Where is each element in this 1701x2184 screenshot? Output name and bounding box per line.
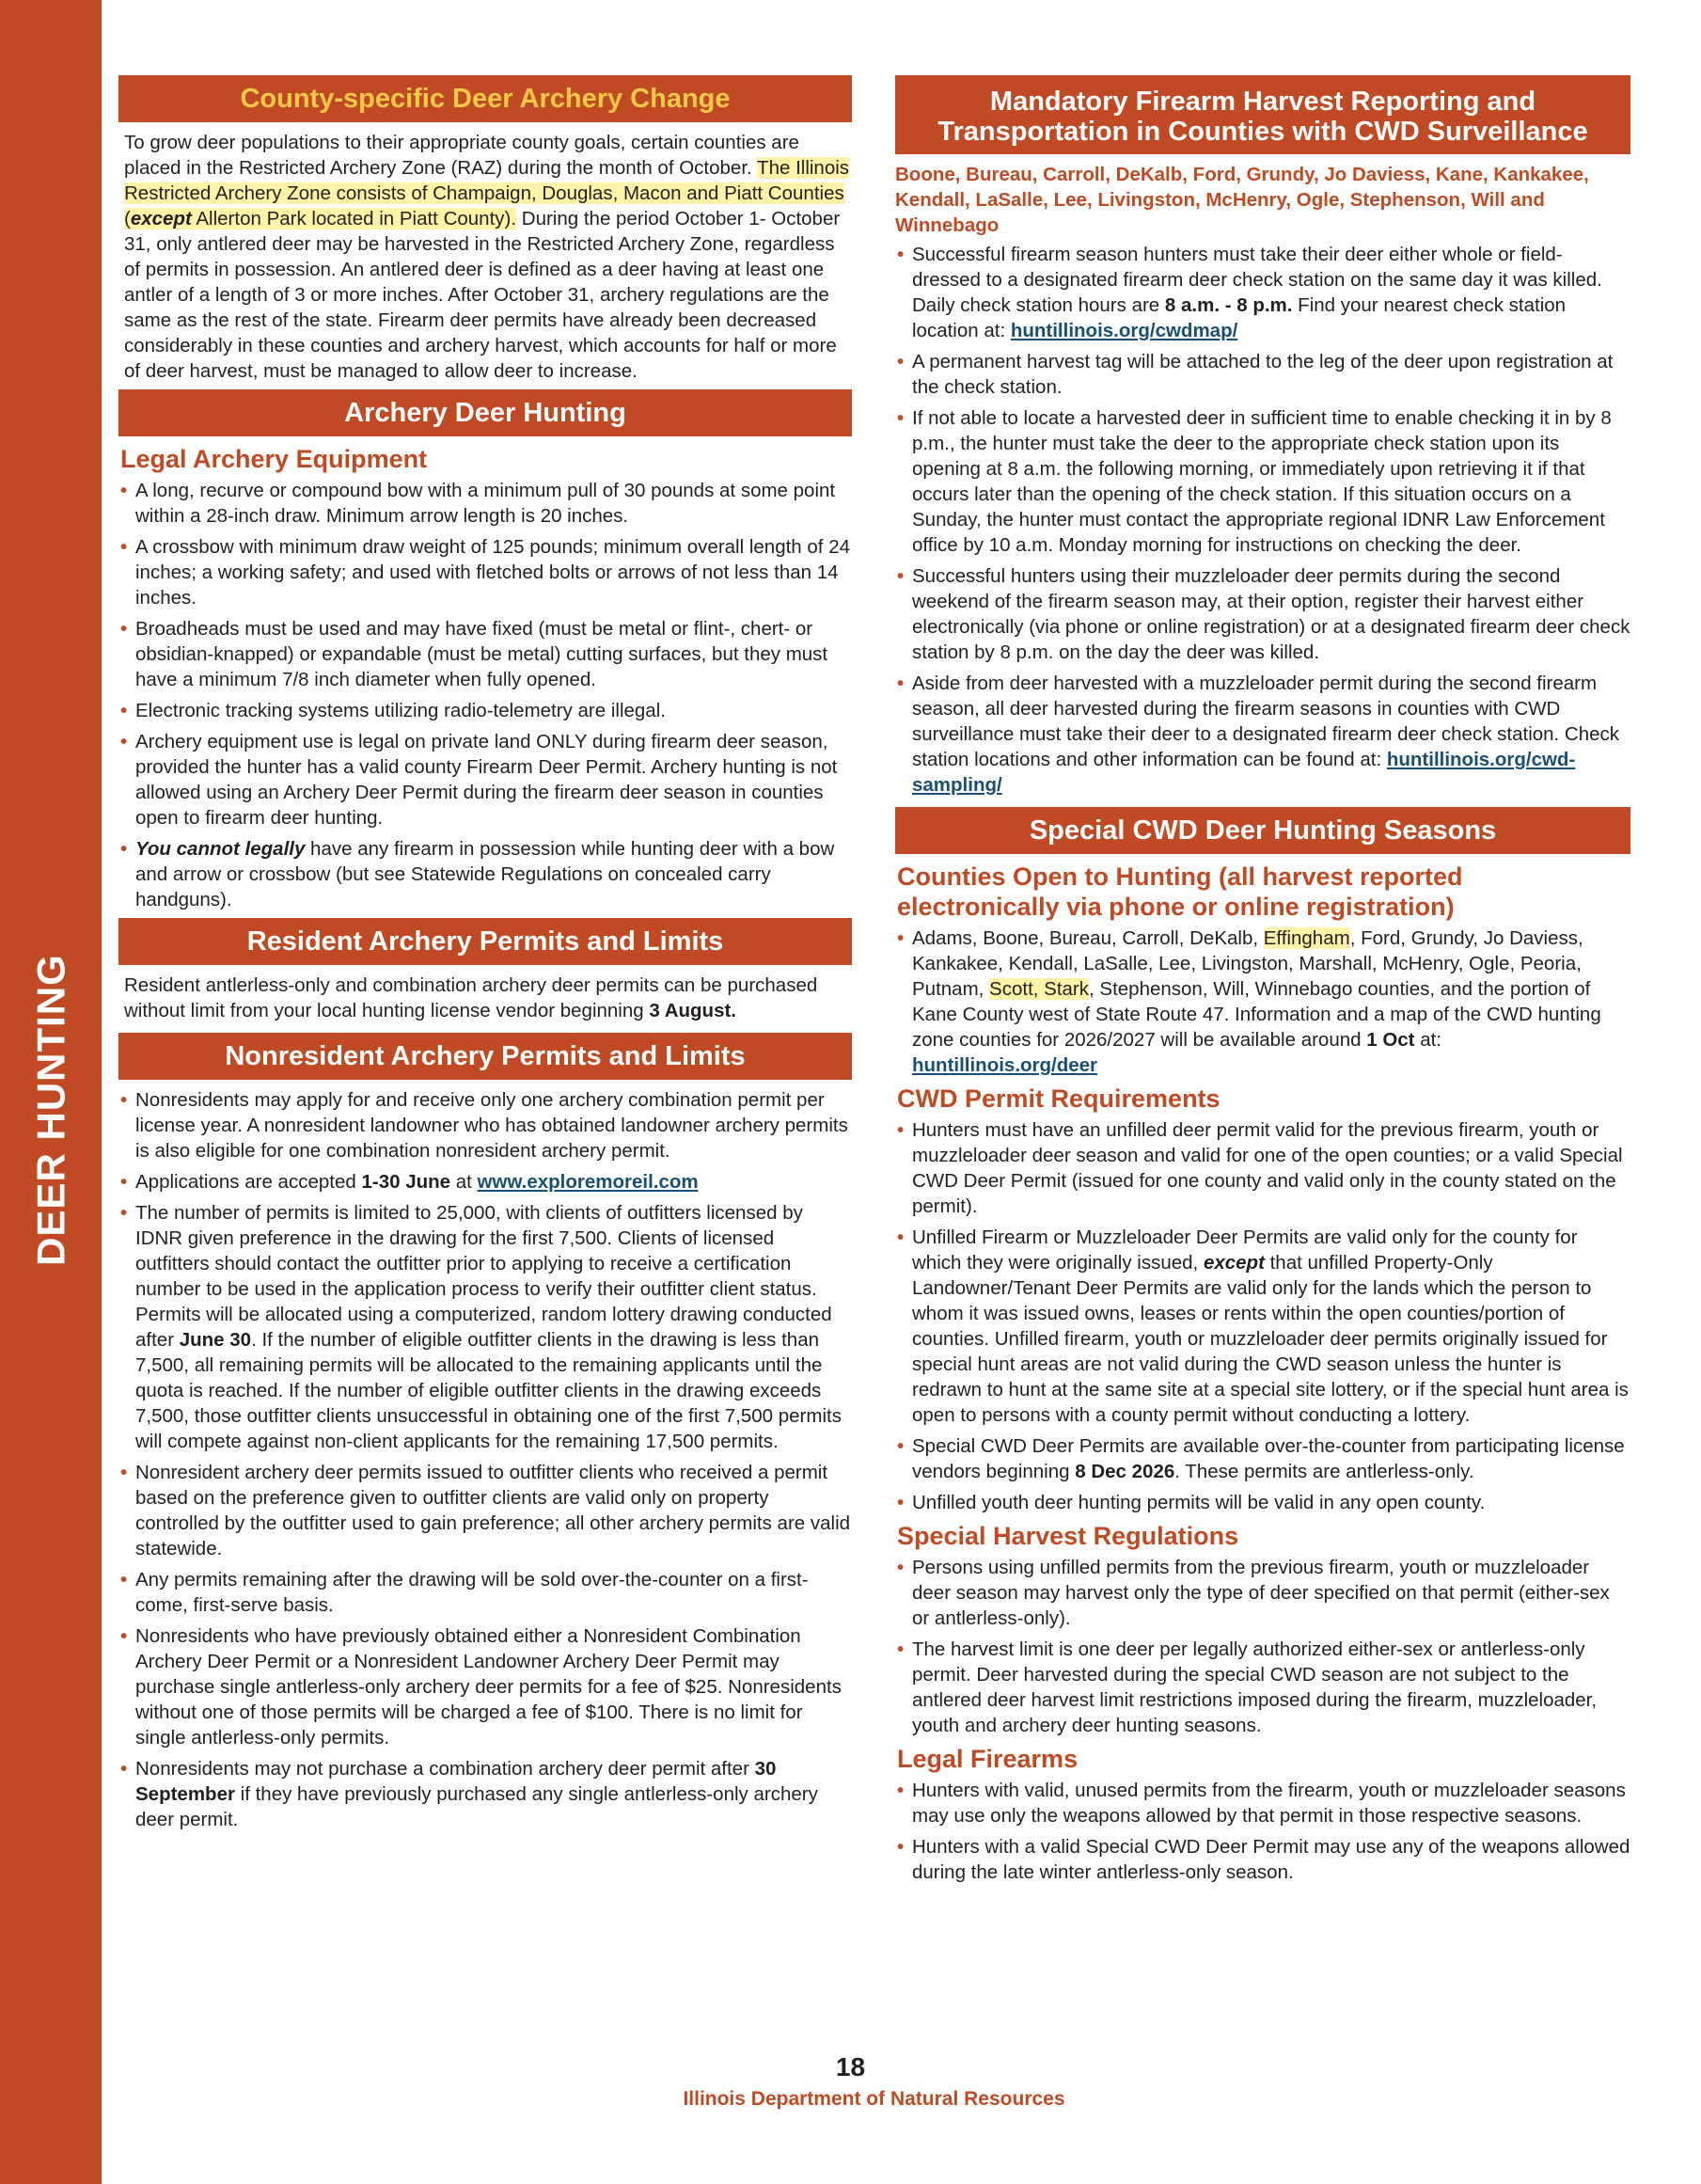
text: To grow deer populations to their appropriate county goals, certain counties are placed in the Restricted Archery Zone (RAZ) during the month of October. — [124, 132, 799, 179]
page-number: 18 — [835, 2052, 866, 2081]
archery-hunting-title: Archery Deer Hunting — [118, 389, 852, 436]
list-item — [118, 1756, 852, 1832]
except-text: except — [1203, 1252, 1265, 1274]
text: have any firearm in possession while hunting deer with a bow and arrow or crossbow (but see Statewide Regulations on concealed carry handguns). — [135, 838, 835, 910]
list-item: • A permanent harvest tag will be attached to the leg of the deer upon registration at the check station. — [895, 349, 1630, 400]
county-change-paragraph — [124, 130, 852, 384]
list-item: • A long, recurve or compound bow with a minimum pull of 30 pounds at some point within a 28-inch draw. Minimum arrow length is 20 inches. — [118, 478, 852, 529]
text: Unfilled Firearm or Muzzleloader Deer Permits are valid only for the county for which they were originally issued, — [912, 1227, 1578, 1274]
side-tab-label: DEER HUNTING — [28, 954, 73, 1266]
text: that unfilled Property-Only Landowner/Tenant Deer Permits are valid only for the lands which the person to whom it was issued owns, leases or rents within the open counties/portion of counties. Unfilled firearm, youth or muzzleloader deer permits originally issued for special hunt areas are not valid during the CWD season unless the hunter is redrawn to hunt at the same site at a special site lottery, or if the special hunt area is open to persons with a county permit without conducting a lottery. — [912, 1252, 1629, 1426]
harvest-regulations-heading: Special Harvest Regulations — [897, 1522, 1239, 1550]
list-item: • Any permits remaining after the drawing will be sold over-the-counter on a first-come, first-serve basis. — [118, 1567, 852, 1618]
list-item: • Nonresidents who have previously obtained either a Nonresident Combination Archery Deer Permit or a Nonresident Landowner Archery Deer Permit may purchase single antlerless-only archery deer permits for a fee of $25. Nonresidents without one of those permits will be charged a fee of $100. There is no limit for single antlerless-only permits. — [118, 1623, 852, 1750]
cwd-permit-heading: CWD Permit Requirements — [897, 1084, 1221, 1113]
effingham-highlight: Effingham — [1263, 927, 1350, 949]
text: Resident antlerless-only and combination archery deer permits can be purchased without limit from your local hunting license vendor beginning — [124, 974, 818, 1021]
scott-stark-highlight: Scott, Stark — [989, 978, 1090, 1000]
text: Special CWD Deer Permits are available over-the-counter from participating license vendors beginning — [912, 1435, 1625, 1482]
counties-open-heading: Counties Open to Hunting (all harvest reported electronically via phone or online registration) — [897, 863, 1463, 921]
resident-paragraph — [124, 973, 852, 1023]
text: . These permits are antlerless-only. — [1174, 1461, 1474, 1482]
list-item: • The harvest limit is one deer per legally authorized either-sex or antlerless-only permit. Deer harvested during the special CWD season are not subject to the antlered deer harvest limit restrictions imposed during the firearm, muzzleloader, youth and archery deer hunting seasons. — [895, 1637, 1630, 1738]
firearms-list — [895, 1778, 1630, 1885]
text: Find your nearest check station location at: — [912, 294, 1567, 341]
bold-text: 8 Dec 2026 — [1075, 1461, 1175, 1482]
left-column — [118, 75, 852, 1838]
text: The number of permits is limited to 25,000, with clients of outfitters licensed by IDNR given preference in the drawing for the first 7,500. Clients of licensed outfitters should contact the outfitter prior to applying to receive a certification number to be used in the application process to verify their outfitter client status. Permits will be allocated using a computerized, random lottery drawing conducted after — [135, 1202, 832, 1351]
list-item — [895, 1225, 1630, 1428]
exploremoreil-link[interactable]: www.exploremoreil.com — [477, 1171, 699, 1193]
text: Successful firearm season hunters must take their deer either whole or field-dressed to a designated firearm deer check station on the same day it was killed. Daily check station hours are — [912, 244, 1602, 316]
text: . If the number of eligible outfitter clients in the drawing is less than 7,500, all remaining permits will be allocated to the remaining applicants until the quota is reached. If the number of eligible outfitter clients in the drawing exceeds 7,500, those outfitter clients unsuccessful in obtaining one of the first 7,500 permits will compete against non-client applicants for the remaining 17,500 permits. — [135, 1329, 842, 1452]
legal-firearms-heading: Legal Firearms — [897, 1745, 1079, 1773]
cwd-sampling-link[interactable]: huntillinois.org/cwd-sampling/ — [912, 749, 1576, 796]
list-item — [895, 926, 1630, 1078]
county-change-title: County-specific Deer Archery Change — [118, 75, 852, 122]
list-item — [118, 1200, 852, 1454]
mandatory-list — [895, 242, 1630, 798]
footer-organization: Illinois Department of Natural Resources — [683, 2088, 1065, 2110]
permit-requirements-list — [895, 1117, 1630, 1515]
huntillinois-deer-link[interactable]: huntillinois.org/deer — [912, 1054, 1098, 1076]
list-item: • Nonresidents may apply for and receive only one archery combination permit per license year. A nonresident landowner who has obtained landowner archery permits is also eligible for one combination nonresident archery permit. — [118, 1087, 852, 1163]
nonresident-permits-title: Nonresident Archery Permits and Limits — [118, 1033, 852, 1080]
harvest-list — [895, 1555, 1630, 1738]
text: During the period October 1- October 31, only antlered deer may be harvested in the Restricted Archery Zone, regardless of permits in possession. An antlered deer is defined as a deer having at least one antler of a length of 3 or more inches. After October 31, archery regulations are the same as the rest of the state. Firearm deer permits have already been decreased considerably in these counties and archery harvest, which accounts for half or more of deer harvest, must be managed to allow deer to increase. — [124, 208, 841, 382]
right-column — [895, 75, 1630, 1891]
list-item: • Hunters with a valid Special CWD Deer Permit may use any of the weapons allowed during the late winter antlerless-only season. — [895, 1834, 1630, 1885]
list-item: • Persons using unfilled permits from the previous firearm, youth or muzzleloader deer season may harvest only the type of deer specified on that permit (either-sex or antlerless-only). — [895, 1555, 1630, 1631]
surveillance-counties: Boone, Bureau, Carroll, DeKalb, Ford, Grundy, Jo Daviess, Kane, Kankakee, Kendall, LaSalle, Lee, Livingston, McHenry, Ogle, Stephenson, Will and Winnebago — [895, 164, 1589, 236]
list-item: • Nonresident archery deer permits issued to outfitter clients who received a permit based on the preference given to outfitter clients are valid only on property controlled by the outfitter used to gain preference; all other archery permits are valid statewide. — [118, 1460, 852, 1561]
equipment-list — [118, 478, 852, 912]
title-line: Mandatory Firearm Harvest Reporting and — [989, 87, 1536, 117]
bold-text: June 30 — [179, 1329, 252, 1351]
list-item: • A crossbow with minimum draw weight of 125 pounds; minimum overall length of 24 inches; a working safety; and used with fletched bolts or arrows of not less than 14 inches. — [118, 534, 852, 610]
list-item: • Hunters with valid, unused permits from the firearm, youth or muzzleloader seasons may use only the weapons allowed by that permit in those respective seasons. — [895, 1778, 1630, 1828]
text: , Ford, Grundy, Jo Daviess, Kankakee, Kendall, LaSalle, Lee, Livingston, Marshall, McHenry, Ogle, Peoria, Putnam, — [912, 927, 1583, 1000]
resident-permits-title: Resident Archery Permits and Limits — [118, 918, 852, 965]
text: Adams, Boone, Bureau, Carroll, DeKalb, — [912, 927, 1264, 949]
text: Applications are accepted — [135, 1171, 362, 1193]
cwdmap-link[interactable]: huntillinois.org/cwdmap/ — [1010, 320, 1238, 341]
list-item: • Archery equipment use is legal on private land ONLY during firearm deer season, provided the hunter has a valid county Firearm Deer Permit. Archery hunting is not allowed using an Archery Deer Permit during the firearm deer season in counties open to firearm deer hunting. — [118, 729, 852, 831]
list-item — [895, 1433, 1630, 1484]
text: Nonresidents may not purchase a combination archery deer permit after — [135, 1758, 755, 1780]
list-item — [895, 671, 1630, 798]
list-item: • Unfilled youth deer hunting permits will be valid in any open county. — [895, 1490, 1630, 1515]
nonresident-list — [118, 1087, 852, 1832]
text: The Illinois Restricted Archery Zone consists of Champaign, Douglas, Macon and Piatt Counties ( — [124, 157, 850, 229]
bold-italic-text: You cannot legally — [135, 838, 306, 860]
except-text: except — [130, 208, 192, 229]
list-item — [118, 836, 852, 912]
bold-text: 30 September — [135, 1758, 777, 1805]
list-item: • Broadheads must be used and may have fixed (must be metal or flint-, chert- or obsidian-knapped) or expandable (must be metal) cutting surfaces, but they must have a minimum 7/8 inch diameter when fully opened. — [118, 616, 852, 692]
text: Allerton Park located in Piatt County). — [191, 208, 517, 229]
list-item: • Successful hunters using their muzzleloader deer permits during the second weekend of the firearm season may, at their option, register their harvest either electronically (via phone or online registration) or at a designated firearm deer check station by 8 p.m. on the day the deer was killed. — [895, 563, 1630, 665]
side-tab — [0, 0, 102, 2184]
mandatory-reporting-title — [895, 75, 1630, 154]
list-item: • Hunters must have an unfilled deer permit valid for the previous firearm, youth or muzzleloader deer season and valid for one of the open counties; or a valid Special CWD Deer Permit (issued for one county and valid only in the county stated on the permit). — [895, 1117, 1630, 1219]
title-line: Transportation in Counties with CWD Surveillance — [937, 117, 1588, 147]
text: at — [450, 1171, 478, 1193]
counties-open-list — [895, 926, 1630, 1078]
bold-text: 1-30 June — [361, 1171, 451, 1193]
bold-text: 1 Oct — [1366, 1029, 1415, 1051]
list-item: • If not able to locate a harvested deer in sufficient time to enable checking it in by 8 p.m., the hunter must take the deer to the appropriate check station upon its opening at 8 a.m. the following morning, or immediately upon retrieving it if that occurs later than the opening of the check station. If this situation occurs on a Sunday, the hunter must contact the appropriate regional IDNR Law Enforcement office by 10 a.m. Monday morning for instructions on checking the deer. — [895, 405, 1630, 558]
text: if they have previously purchased any single antlerless-only archery deer permit. — [135, 1783, 818, 1830]
list-item — [895, 242, 1630, 343]
text: Aside from deer harvested with a muzzleloader permit during the second firearm season, all deer harvested during the firearm seasons in counties with CWD surveillance must take their deer to a designated firearm deer check station. Check station locations and other information can be found at: — [912, 673, 1620, 770]
list-item: • Electronic tracking systems utilizing radio-telemetry are illegal. — [118, 698, 852, 723]
list-item — [118, 1169, 852, 1195]
special-cwd-title: Special CWD Deer Hunting Seasons — [895, 807, 1630, 854]
bold-text: 3 August. — [649, 1000, 736, 1021]
text: at: — [1414, 1029, 1442, 1051]
text: , Stephenson, Will, Winnebago counties, and the portion of Kane County west of State Route 47. Information and a map of the CWD hunting zone counties for 2026/2027 will be available around — [912, 978, 1601, 1051]
bold-text: 8 a.m. - 8 p.m. — [1164, 294, 1293, 316]
legal-equipment-heading: Legal Archery Equipment — [120, 445, 428, 473]
